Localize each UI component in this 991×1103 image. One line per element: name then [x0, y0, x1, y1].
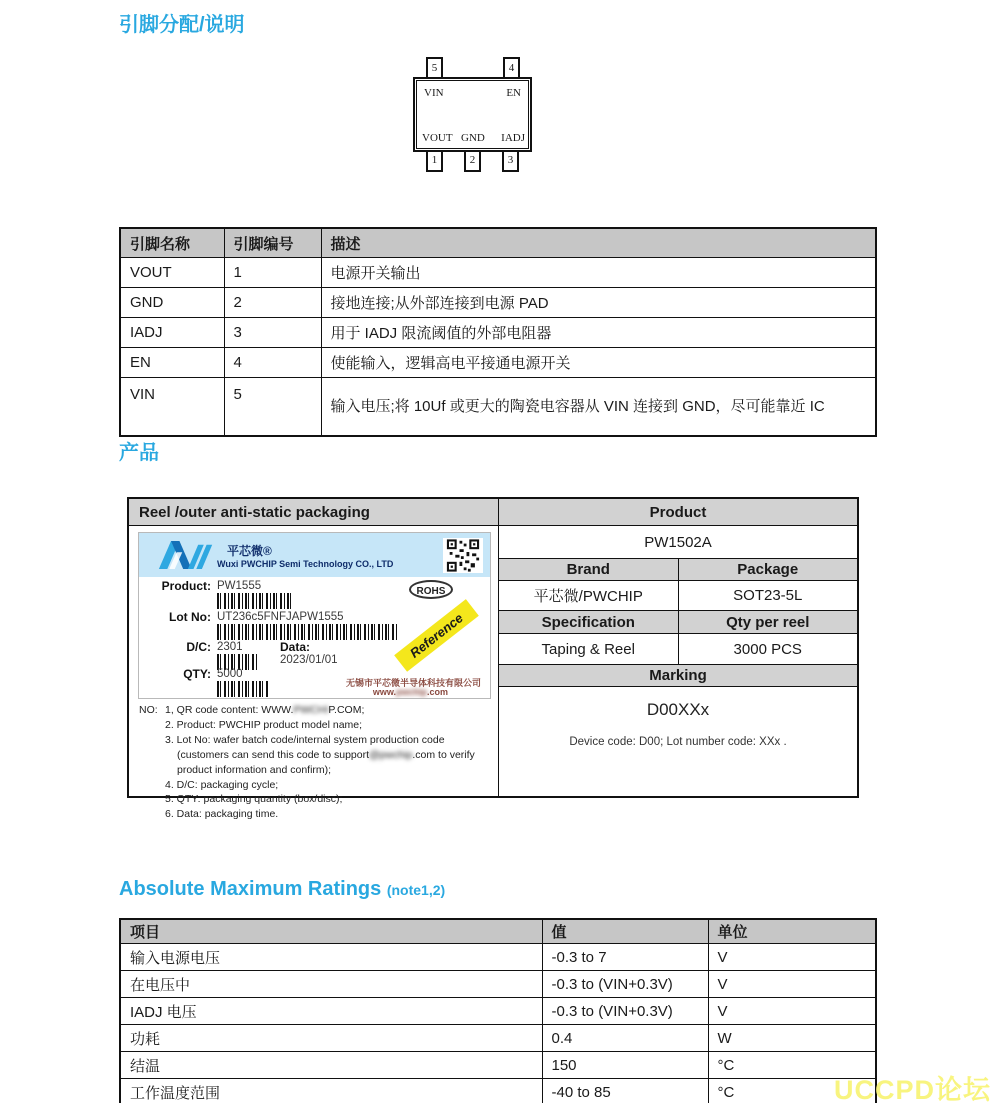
label-qty-value: 5000: [217, 668, 243, 680]
qty-per-reel-header: Qty per reel: [678, 611, 858, 633]
cell-unit: V: [708, 998, 876, 1025]
col-header-pin-name: 引脚名称: [120, 228, 224, 258]
cell-value: -0.3 to 7: [542, 944, 708, 971]
table-row: [120, 348, 876, 378]
pin-description-table: [119, 227, 877, 437]
brand-name-cn: 平芯微®: [227, 544, 272, 558]
label-date-key: Data:: [280, 640, 311, 654]
label-product-key: Product:: [161, 579, 211, 593]
table-header-row: [120, 228, 876, 258]
col-header-description: 描述: [321, 228, 876, 258]
label-footer-company: 无锡市平芯微半导体科技有限公司: [345, 678, 481, 688]
cell-pin-number: 3: [224, 318, 321, 348]
pwchip-logo-icon: [157, 539, 215, 571]
rohs-badge: ROHS: [409, 580, 453, 599]
note-item-5: 5. QTY: packaging quantity (box/disc);: [165, 793, 343, 806]
table-row: [120, 1079, 876, 1103]
site-suffix: .com: [426, 687, 448, 697]
note-item-4: 4. D/C: packaging cycle;: [165, 778, 279, 791]
col-header-product: Product: [499, 499, 857, 526]
package-value: SOT23-5L: [678, 581, 858, 610]
note-redacted: @pwchip: [369, 748, 413, 761]
specification-header: Specification: [541, 613, 635, 631]
col-header-pin-number: 引脚编号: [224, 228, 321, 258]
section-title-product: 产品: [119, 442, 159, 464]
pin-2-lead: [464, 149, 481, 172]
pin-number: 4: [508, 62, 515, 74]
cell-pin-name: VIN: [120, 378, 224, 437]
pin-label-vin: VIN: [424, 87, 444, 99]
cell-pin-name: GND: [120, 288, 224, 318]
label-lot-key: Lot No:: [169, 610, 211, 624]
pin-number: 2: [469, 154, 476, 166]
cell-value: -0.3 to (VIN+0.3V): [542, 998, 708, 1025]
note-item-3: [165, 733, 491, 778]
note-item-2: 2. Product: PWCHIP product model name;: [165, 718, 363, 731]
cell-pin-number: 5: [224, 378, 321, 437]
pin-number: 1: [431, 154, 438, 166]
site-redacted: pwchip: [395, 687, 427, 697]
ratings-table: [119, 918, 877, 1103]
product-name-cell: PW1502A: [499, 526, 857, 559]
note-redacted: PWCHI: [293, 704, 329, 716]
label-header-band: [139, 533, 490, 577]
label-dc-key: D/C:: [186, 640, 211, 654]
cell-pin-name: IADJ: [120, 318, 224, 348]
barcode-qty: [217, 681, 269, 697]
brand-package-header-row: [499, 559, 857, 581]
cell-value: 150: [542, 1052, 708, 1079]
cell-pin-number: 4: [224, 348, 321, 378]
col-header-item: 项目: [120, 919, 542, 944]
cell-description: 用于 IADJ 限流阈值的外部电阻器: [321, 318, 876, 348]
note-item-6: 6. Data: packaging time.: [165, 808, 279, 821]
section-title-amr: [119, 878, 445, 901]
cell-pin-name: EN: [120, 348, 224, 378]
notes-list: [165, 703, 491, 822]
packaging-column: [129, 499, 499, 821]
site-prefix: www.: [372, 687, 396, 697]
spec-qty-value-row: [499, 634, 857, 665]
section-title-pin-assignment: 引脚分配/说明: [119, 14, 245, 36]
brand-value: 平芯微/PWCHIP: [533, 588, 643, 605]
label-qty-key: QTY:: [183, 667, 211, 681]
label-lot-value: UT236c5FNFJAPW1555: [217, 611, 344, 623]
specification-value: Taping & Reel: [541, 640, 635, 658]
package-diagram: [413, 57, 532, 172]
packing-label: [138, 532, 491, 699]
label-notes: [139, 703, 491, 822]
brand-header: Brand: [566, 561, 610, 578]
pin-3-lead: [502, 149, 519, 172]
forum-watermark: UCCPD论坛: [833, 1075, 991, 1103]
marking-header: Marking: [499, 665, 857, 687]
cell-description: 接地连接;从外部连接到电源 PAD: [321, 288, 876, 318]
brand-package-value-row: [499, 581, 857, 611]
pin-1-lead: [426, 149, 443, 172]
cell-item: 工作温度范围: [120, 1079, 542, 1103]
packing-label-area: [129, 526, 498, 821]
notes-prefix: NO:: [139, 704, 158, 716]
reference-ribbon: Reference: [394, 599, 479, 671]
table-header-row: [120, 919, 876, 944]
amr-title-text: Absolute Maximum Ratings: [119, 878, 382, 900]
barcode-lot: [217, 624, 397, 640]
amr-note: (note1,2): [386, 882, 446, 898]
pin-number: 3: [507, 154, 514, 166]
note-text: .com to verify product information and confirm);: [177, 748, 475, 776]
label-dc-value: 2301: [217, 641, 243, 653]
cell-item: 在电压中: [120, 971, 542, 998]
col-header-packaging: Reel /outer anti-static packaging: [129, 499, 498, 526]
label-product-value: PW1555: [217, 580, 262, 592]
brand-name-en: Wuxi PWCHIP Semi Technology CO., LTD: [217, 559, 394, 569]
cell-value: -0.3 to (VIN+0.3V): [542, 971, 708, 998]
table-row: [120, 258, 876, 288]
cell-item: 结温: [120, 1052, 542, 1079]
table-row: [120, 318, 876, 348]
pin-label-vout: VOUT: [422, 132, 453, 144]
barcode-product: [217, 593, 293, 609]
marking-code: D00XXx: [646, 700, 710, 719]
note-text: 3. Lot No: wafer batch code/internal system production code (customers can send this code to support: [165, 733, 445, 761]
table-row: [120, 944, 876, 971]
cell-unit: °C: [708, 1052, 876, 1079]
pin-number: 5: [431, 62, 438, 74]
qr-code-icon: [443, 538, 483, 573]
note-text: P.COM;: [328, 704, 365, 716]
pin-label-en: EN: [506, 87, 521, 99]
spec-qty-header-row: [499, 611, 857, 634]
marking-cell: [499, 687, 857, 748]
cell-description: 输入电压;将 10Uf 或更大的陶瓷电容器从 VIN 连接到 GND，尽可能靠近 IC: [321, 378, 876, 437]
cell-description: 使能输入，逻辑高电平接通电源开关: [321, 348, 876, 378]
cell-unit: V: [708, 971, 876, 998]
table-row: [120, 1052, 876, 1079]
cell-pin-name: VOUT: [120, 258, 224, 288]
cell-item: 功耗: [120, 1025, 542, 1052]
cell-pin-number: 2: [224, 288, 321, 318]
table-row: [120, 971, 876, 998]
table-row: [120, 998, 876, 1025]
product-column: [499, 499, 857, 796]
cell-pin-number: 1: [224, 258, 321, 288]
note-item-1: [165, 703, 491, 718]
table-row: [120, 1025, 876, 1052]
qty-per-reel-value: 3000 PCS: [678, 634, 858, 664]
pin-label-gnd: GND: [461, 132, 485, 144]
label-footer-website: [373, 687, 448, 697]
cell-value: -40 to 85: [542, 1079, 708, 1103]
table-row: [120, 378, 876, 437]
cell-unit: V: [708, 944, 876, 971]
marking-description: Device code: D00; Lot number code: XXx .: [569, 736, 787, 748]
pin-label-iadj: IADJ: [501, 132, 525, 144]
cell-item: 输入电源电压: [120, 944, 542, 971]
note-text: 1, QR code content: WWW.: [165, 704, 294, 716]
col-header-value: 值: [542, 919, 708, 944]
table-row: [120, 288, 876, 318]
package-header: Package: [678, 559, 858, 580]
cell-value: 0.4: [542, 1025, 708, 1052]
cell-item: IADJ 电压: [120, 998, 542, 1025]
label-date-value: 2023/01/01: [280, 654, 338, 666]
col-header-unit: 单位: [708, 919, 876, 944]
cell-unit: °C: [708, 1079, 876, 1103]
package-body: [413, 77, 532, 152]
product-table: [127, 497, 859, 821]
cell-description: 电源开关输出: [321, 258, 876, 288]
cell-unit: W: [708, 1025, 876, 1052]
